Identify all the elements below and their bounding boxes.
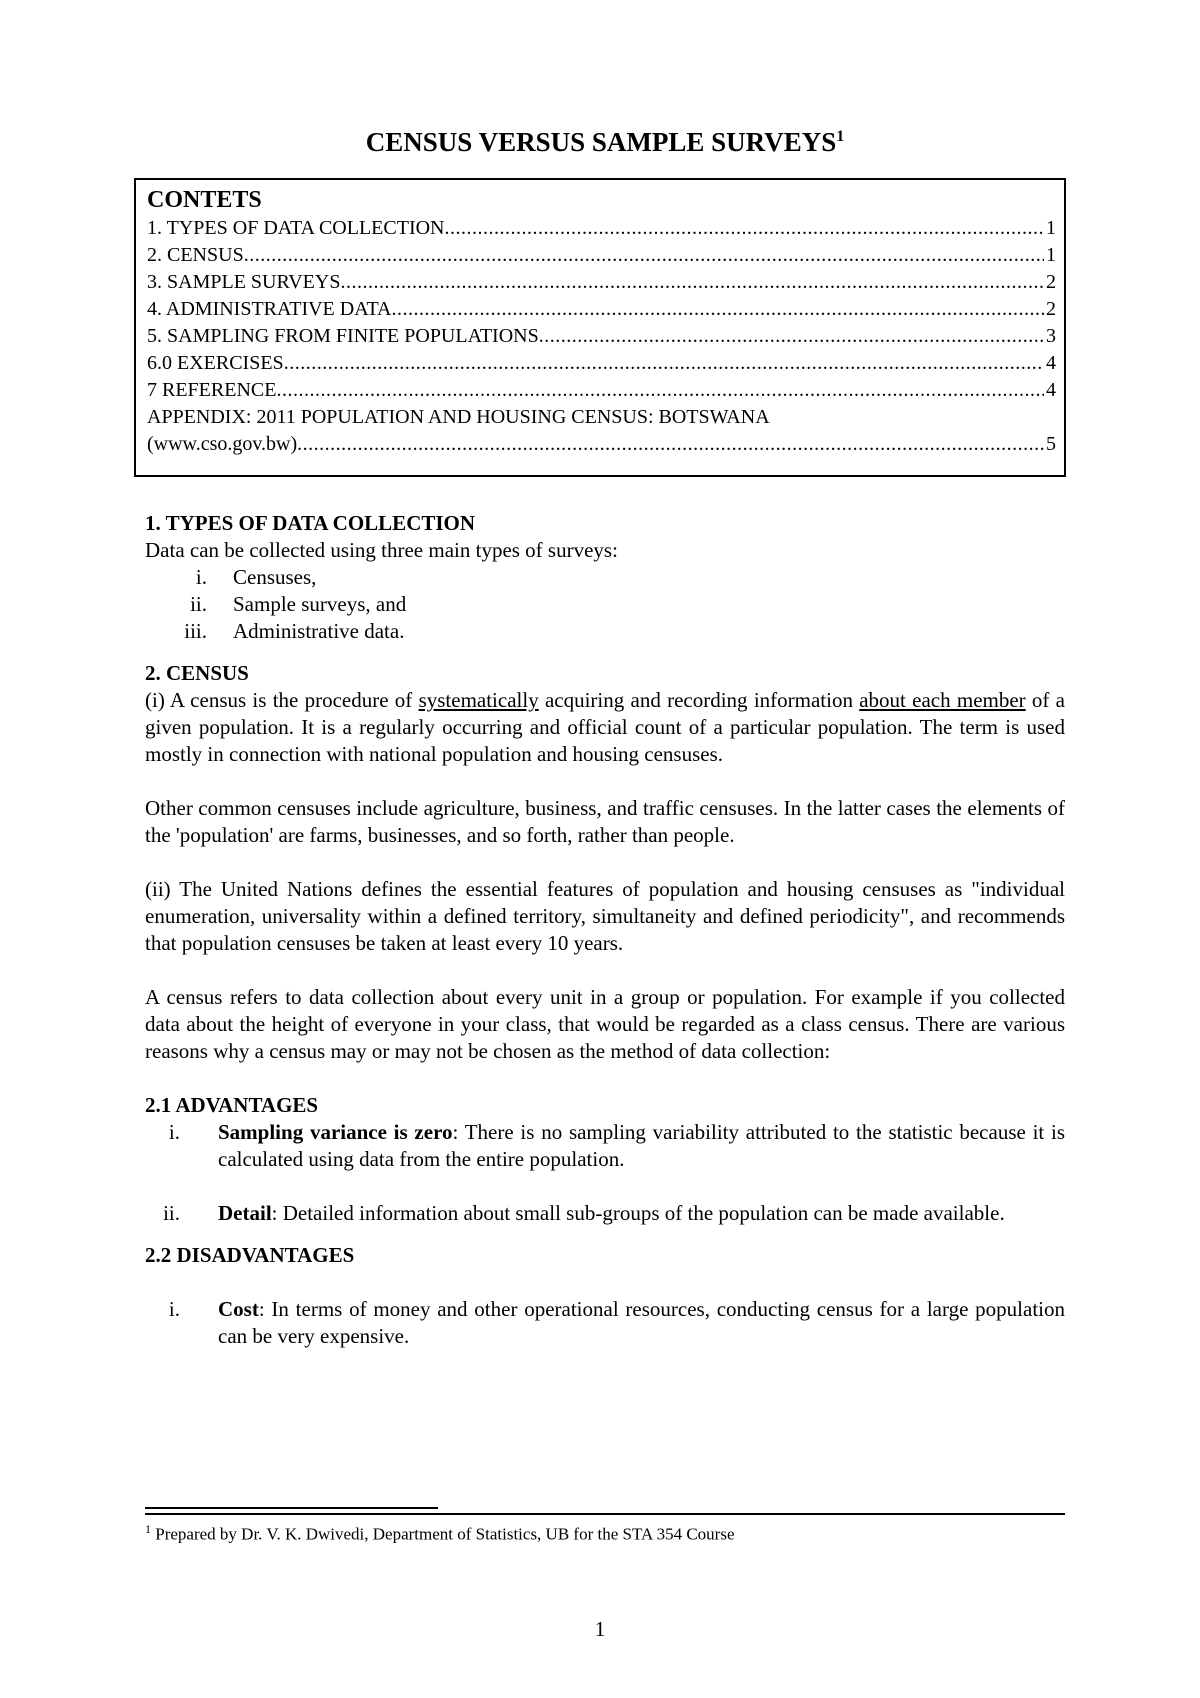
toc-appendix-url[interactable]: (www.cso.gov.bw) ..... 5 <box>147 431 1056 458</box>
document-title: CENSUS VERSUS SAMPLE SURVEYS$^1$ <box>365 127 845 157</box>
toc-appendix-line[interactable]: APPENDIX: 2011 POPULATION AND HOUSING CENSUS: BOTSWANA <box>147 406 770 428</box>
section-heading: 2. CENSUS <box>145 661 249 685</box>
paragraph: Other common censuses include agriculture, business, and traffic censuses. In the latter cases the elements of the 'population' are farms, businesses, and so forth, rather than people. <box>145 796 1065 847</box>
paragraph: (ii) The United Nations defines the essential features of population and housing censuses as "individual enumeration, universality within a defined territory, simultaneity and defined periodicity", and recommends that population censuses be taken at least every 10 years. <box>145 877 1065 955</box>
footnote: $^1$ Prepared by Dr. V. K. Dwivedi, Department of Statistics, UB for the STA 354 Course <box>145 1522 735 1544</box>
section-types-of-data-collection <box>145 510 1065 645</box>
table-of-contents <box>134 178 1066 477</box>
toc-entry[interactable]: 4. ADMINISTRATIVE DATA ..... 2 <box>147 296 1056 323</box>
section-heading: 2.2 DISADVANTAGES <box>145 1243 355 1267</box>
list-item: i. Censuses, <box>195 565 317 589</box>
footnote-mark: 1 <box>145 1522 151 1536</box>
section-heading: 1. TYPES OF DATA COLLECTION <box>145 511 476 535</box>
document-page <box>145 125 1065 1350</box>
list-item: i. Cost: In terms of money and other operational resources, conducting census for a large population can be very expensive. <box>168 1297 1065 1348</box>
list-item: ii. Detail: Detailed information about small sub-groups of the population can be made available. <box>163 1201 1005 1225</box>
toc-entry[interactable]: 1. TYPES OF DATA COLLECTION ..... 1 <box>147 215 1056 242</box>
toc-entry[interactable]: 5. SAMPLING FROM FINITE POPULATIONS ..... 3 <box>147 323 1056 350</box>
section-advantages <box>145 1092 1065 1227</box>
page-number: 1 <box>594 1617 606 1641</box>
advantages-list <box>145 1119 1065 1227</box>
footnote-separator <box>145 1507 438 1509</box>
title-footnote-mark: 1 <box>836 128 845 145</box>
list-item: iii. Administrative data. <box>184 619 405 643</box>
toc-heading: CONTETS <box>147 187 262 213</box>
list-item: i. Sampling variance is zero: There is no sampling variability attributed to the statistic because it is calculated using data from the entire population. <box>168 1120 1065 1171</box>
survey-types-list <box>145 564 1065 645</box>
section-census <box>145 660 1065 1065</box>
paragraph: A census refers to data collection about every unit in a group or population. For example if you collected data about the height of everyone in your class, that would be regarded as a class census. There are various reasons why a census may or may not be chosen as the method of data collection: <box>145 985 1065 1063</box>
toc-entry[interactable]: 6.0 EXERCISES ..... 4 <box>147 350 1056 377</box>
paragraph: Data can be collected using three main types of surveys: <box>145 538 618 562</box>
toc-entry[interactable]: 3. SAMPLE SURVEYS ..... 2 <box>147 269 1056 296</box>
toc-entry[interactable]: 7 REFERENCE ..... 4 <box>147 377 1056 404</box>
section-disadvantages <box>145 1242 1065 1350</box>
disadvantages-list <box>145 1296 1065 1350</box>
section-heading: 2.1 ADVANTAGES <box>145 1093 319 1117</box>
toc-entry[interactable]: 2. CENSUS ..... 1 <box>147 242 1056 269</box>
list-item: ii. Sample surveys, and <box>190 592 407 616</box>
paragraph: (i) A census is the procedure of systematically acquiring and recording information about each member of a given population. It is a regularly occurring and official count of a particular population. The term is used mostly in connection with national population and housing censuses. <box>145 688 1065 766</box>
footnote-rule <box>145 1513 1065 1515</box>
